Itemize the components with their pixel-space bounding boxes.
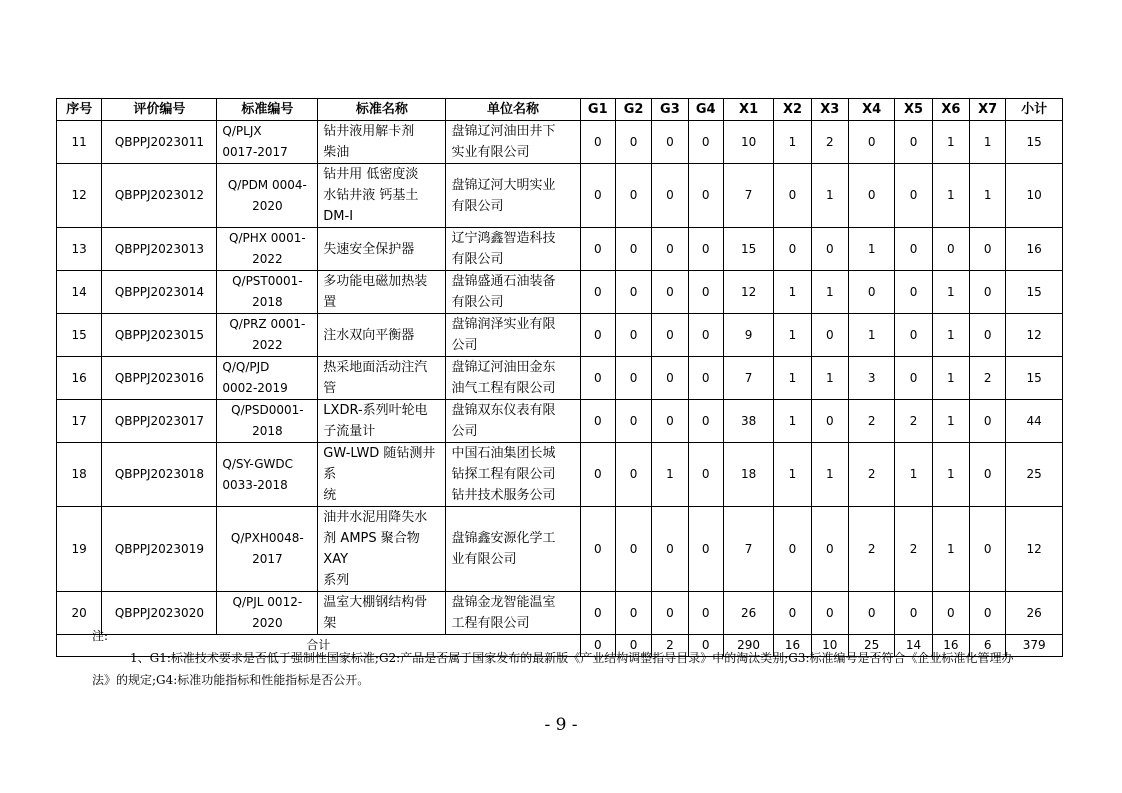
evaluation-code: QBPPJ2023011 [102, 121, 217, 164]
evaluation-code: QBPPJ2023013 [102, 228, 217, 271]
score-cell: 7 [723, 164, 773, 228]
score-cell: 1 [932, 121, 969, 164]
standard-code: Q/PSD0001-2018 [217, 400, 318, 443]
score-cell: 0 [580, 357, 615, 400]
score-cell: 0 [615, 357, 651, 400]
unit-name: 盘锦金龙智能温室 工程有限公司 [446, 592, 580, 635]
score-cell: 1 [811, 443, 848, 507]
score-cell: 0 [615, 228, 651, 271]
score-cell: 9 [723, 314, 773, 357]
score-cell: 1 [932, 400, 969, 443]
table-row [57, 271, 1063, 314]
evaluation-code: QBPPJ2023016 [102, 357, 217, 400]
unit-name: 辽宁鸿鑫智造科技 有限公司 [446, 228, 580, 271]
score-cell: 0 [811, 314, 848, 357]
score-cell: 0 [688, 507, 723, 592]
total-score-cell: 379 [1006, 635, 1063, 657]
score-cell: 0 [652, 121, 688, 164]
score-cell: 0 [895, 121, 932, 164]
score-cell: 1 [811, 164, 848, 228]
score-cell: 2 [895, 507, 932, 592]
standard-code: Q/PRZ 0001-2022 [217, 314, 318, 357]
row-number: 13 [57, 228, 102, 271]
score-cell: 0 [895, 314, 932, 357]
score-cell: 0 [688, 164, 723, 228]
score-cell: 0 [615, 400, 651, 443]
score-cell: 3 [848, 357, 894, 400]
column-header: X2 [774, 99, 811, 121]
score-cell: 0 [615, 507, 651, 592]
score-cell: 0 [970, 443, 1006, 507]
standard-name: GW-LWD 随钻测井系 统 [318, 443, 446, 507]
score-cell: 0 [688, 443, 723, 507]
column-header: X6 [932, 99, 969, 121]
score-cell: 0 [652, 507, 688, 592]
evaluation-code: QBPPJ2023015 [102, 314, 217, 357]
table-body [57, 121, 1063, 635]
table-row [57, 121, 1063, 164]
score-cell: 7 [723, 357, 773, 400]
score-cell: 15 [1006, 271, 1063, 314]
note-label: 注: [92, 629, 109, 643]
column-header: 小计 [1006, 99, 1063, 121]
score-cell: 0 [774, 164, 811, 228]
score-cell: 0 [652, 592, 688, 635]
score-cell: 0 [774, 507, 811, 592]
column-header: X3 [811, 99, 848, 121]
standard-code: Q/PDM 0004-2020 [217, 164, 318, 228]
score-cell: 0 [652, 400, 688, 443]
unit-name: 盘锦双东仪表有限 公司 [446, 400, 580, 443]
score-cell: 0 [580, 164, 615, 228]
standard-code: Q/Q/PJD 0002-2019 [217, 357, 318, 400]
score-cell: 0 [615, 592, 651, 635]
total-label: 合计 [57, 635, 581, 657]
score-cell: 2 [848, 443, 894, 507]
score-cell: 0 [895, 271, 932, 314]
score-cell: 0 [811, 592, 848, 635]
score-cell: 1 [932, 164, 969, 228]
evaluation-code: QBPPJ2023019 [102, 507, 217, 592]
evaluation-code: QBPPJ2023018 [102, 443, 217, 507]
score-cell: 15 [723, 228, 773, 271]
row-number: 16 [57, 357, 102, 400]
standard-name: 失速安全保护器 [318, 228, 446, 271]
standard-name: 热采地面活动注汽 管 [318, 357, 446, 400]
score-cell: 0 [688, 314, 723, 357]
column-header: 标准编号 [217, 99, 318, 121]
unit-name: 盘锦鑫安源化学工 业有限公司 [446, 507, 580, 592]
score-cell: 15 [1006, 121, 1063, 164]
score-cell: 0 [652, 271, 688, 314]
unit-name: 盘锦辽河大明实业 有限公司 [446, 164, 580, 228]
score-cell: 0 [932, 228, 969, 271]
standard-name: LXDR-系列叶轮电 子流量计 [318, 400, 446, 443]
score-cell: 1 [848, 314, 894, 357]
score-cell: 0 [848, 271, 894, 314]
score-cell: 38 [723, 400, 773, 443]
column-header: 评价编号 [102, 99, 217, 121]
standard-code: Q/PLJX 0017-2017 [217, 121, 318, 164]
score-cell: 2 [848, 507, 894, 592]
score-cell: 2 [895, 400, 932, 443]
evaluation-code: QBPPJ2023017 [102, 400, 217, 443]
score-cell: 0 [652, 228, 688, 271]
score-cell: 0 [970, 592, 1006, 635]
column-header: G2 [615, 99, 651, 121]
score-cell: 0 [895, 357, 932, 400]
score-cell: 0 [932, 592, 969, 635]
score-cell: 0 [688, 400, 723, 443]
column-header: X4 [848, 99, 894, 121]
score-cell: 1 [895, 443, 932, 507]
score-cell: 0 [970, 228, 1006, 271]
row-number: 18 [57, 443, 102, 507]
score-cell: 0 [688, 271, 723, 314]
score-cell: 0 [580, 121, 615, 164]
score-cell: 0 [848, 592, 894, 635]
unit-name: 盘锦辽河油田井下 实业有限公司 [446, 121, 580, 164]
total-score-cell: 25 [848, 635, 894, 657]
score-cell: 0 [688, 121, 723, 164]
score-cell: 1 [774, 121, 811, 164]
score-cell: 0 [615, 164, 651, 228]
score-cell: 26 [723, 592, 773, 635]
total-score-cell: 16 [932, 635, 969, 657]
unit-name: 盘锦辽河油田金东 油气工程有限公司 [446, 357, 580, 400]
page-number: - 9 - [544, 715, 578, 735]
header-row [57, 99, 1063, 121]
score-cell: 0 [811, 400, 848, 443]
score-cell: 0 [811, 507, 848, 592]
score-cell: 2 [811, 121, 848, 164]
score-cell: 1 [774, 314, 811, 357]
table-row [57, 314, 1063, 357]
score-cell: 1 [970, 164, 1006, 228]
total-score-cell: 0 [688, 635, 723, 657]
total-score-cell: 0 [615, 635, 651, 657]
unit-name: 盘锦盛通石油装备 有限公司 [446, 271, 580, 314]
score-cell: 0 [970, 400, 1006, 443]
table-row [57, 400, 1063, 443]
table-row [57, 443, 1063, 507]
score-cell: 0 [615, 314, 651, 357]
column-header: G3 [652, 99, 688, 121]
evaluation-table [56, 98, 1063, 657]
row-number: 12 [57, 164, 102, 228]
score-cell: 7 [723, 507, 773, 592]
score-cell: 0 [580, 314, 615, 357]
score-cell: 0 [580, 228, 615, 271]
score-cell: 0 [615, 443, 651, 507]
row-number: 15 [57, 314, 102, 357]
score-cell: 1 [932, 271, 969, 314]
score-cell: 26 [1006, 592, 1063, 635]
score-cell: 1 [932, 507, 969, 592]
table-row [57, 592, 1063, 635]
score-cell: 44 [1006, 400, 1063, 443]
score-cell: 10 [723, 121, 773, 164]
score-cell: 1 [774, 271, 811, 314]
unit-name: 盘锦润泽实业有限 公司 [446, 314, 580, 357]
score-cell: 12 [1006, 314, 1063, 357]
standard-name: 油井水泥用降失水 剂 AMPS 聚合物 XAY 系列 [318, 507, 446, 592]
score-cell: 0 [652, 314, 688, 357]
score-cell: 12 [1006, 507, 1063, 592]
table-row [57, 357, 1063, 400]
table-row [57, 164, 1063, 228]
column-header: X5 [895, 99, 932, 121]
score-cell: 0 [970, 314, 1006, 357]
score-cell: 0 [811, 228, 848, 271]
score-cell: 1 [811, 357, 848, 400]
score-cell: 2 [970, 357, 1006, 400]
score-cell: 1 [652, 443, 688, 507]
standard-code: Q/PJL 0012-2020 [217, 592, 318, 635]
total-score-cell: 10 [811, 635, 848, 657]
standard-code: Q/PXH0048-2017 [217, 507, 318, 592]
table-row [57, 228, 1063, 271]
column-header: G1 [580, 99, 615, 121]
unit-name: 中国石油集团长城 钻探工程有限公司 钻井技术服务公司 [446, 443, 580, 507]
total-score-cell: 16 [774, 635, 811, 657]
score-cell: 25 [1006, 443, 1063, 507]
score-cell: 0 [615, 121, 651, 164]
score-cell: 16 [1006, 228, 1063, 271]
total-score-cell: 290 [723, 635, 773, 657]
total-score-cell: 0 [580, 635, 615, 657]
score-cell: 15 [1006, 357, 1063, 400]
score-cell: 0 [774, 228, 811, 271]
score-cell: 0 [580, 443, 615, 507]
score-cell: 0 [774, 592, 811, 635]
total-score-cell: 2 [652, 635, 688, 657]
row-number: 17 [57, 400, 102, 443]
evaluation-code: QBPPJ2023012 [102, 164, 217, 228]
score-cell: 0 [688, 357, 723, 400]
score-cell: 1 [774, 443, 811, 507]
score-cell: 0 [615, 271, 651, 314]
score-cell: 1 [932, 314, 969, 357]
score-cell: 2 [848, 400, 894, 443]
table-row [57, 507, 1063, 592]
score-cell: 0 [848, 164, 894, 228]
standard-code: Q/SY-GWDC 0033-2018 [217, 443, 318, 507]
note-text: 1、G1:标准技术要求是否低于强制性国家标准;G2:产品是否属于国家发布的最新版《产业结构调整指导目录》中的淘汰类别;G3:标准编号是否符合《企业标准化管理办法》的规定;G4:标准功能指标和性能指标是否公开。 [92, 651, 1014, 687]
score-cell: 18 [723, 443, 773, 507]
score-cell: 1 [848, 228, 894, 271]
column-header: X7 [970, 99, 1006, 121]
score-cell: 0 [895, 164, 932, 228]
column-header: 序号 [57, 99, 102, 121]
standard-name: 钻井液用解卡剂 柴油 [318, 121, 446, 164]
total-score-cell: 14 [895, 635, 932, 657]
score-cell: 0 [895, 228, 932, 271]
standard-name: 温室大棚钢结构骨 架 [318, 592, 446, 635]
score-cell: 1 [774, 400, 811, 443]
evaluation-code: QBPPJ2023020 [102, 592, 217, 635]
evaluation-code: QBPPJ2023014 [102, 271, 217, 314]
score-cell: 0 [652, 357, 688, 400]
score-cell: 1 [932, 357, 969, 400]
score-cell: 12 [723, 271, 773, 314]
score-cell: 1 [774, 357, 811, 400]
score-cell: 0 [580, 507, 615, 592]
standard-name: 注水双向平衡器 [318, 314, 446, 357]
score-cell: 1 [970, 121, 1006, 164]
column-header: X1 [723, 99, 773, 121]
score-cell: 1 [811, 271, 848, 314]
score-cell: 0 [970, 507, 1006, 592]
column-header: 单位名称 [446, 99, 580, 121]
column-header: 标准名称 [318, 99, 446, 121]
standard-code: Q/PST0001-2018 [217, 271, 318, 314]
row-number: 14 [57, 271, 102, 314]
row-number: 11 [57, 121, 102, 164]
score-cell: 0 [895, 592, 932, 635]
standard-name: 钻井用 低密度淡 水钻井液 钙基土 DM-I [318, 164, 446, 228]
score-cell: 0 [580, 592, 615, 635]
score-cell: 1 [932, 443, 969, 507]
score-cell: 0 [688, 228, 723, 271]
score-cell: 10 [1006, 164, 1063, 228]
row-number: 19 [57, 507, 102, 592]
score-cell: 0 [688, 592, 723, 635]
standard-code: Q/PHX 0001-2022 [217, 228, 318, 271]
row-number: 20 [57, 592, 102, 635]
score-cell: 0 [848, 121, 894, 164]
score-cell: 0 [580, 271, 615, 314]
column-header: G4 [688, 99, 723, 121]
standard-name: 多功能电磁加热装 置 [318, 271, 446, 314]
total-score-cell: 6 [970, 635, 1006, 657]
score-cell: 0 [580, 400, 615, 443]
score-cell: 0 [970, 271, 1006, 314]
score-cell: 0 [652, 164, 688, 228]
